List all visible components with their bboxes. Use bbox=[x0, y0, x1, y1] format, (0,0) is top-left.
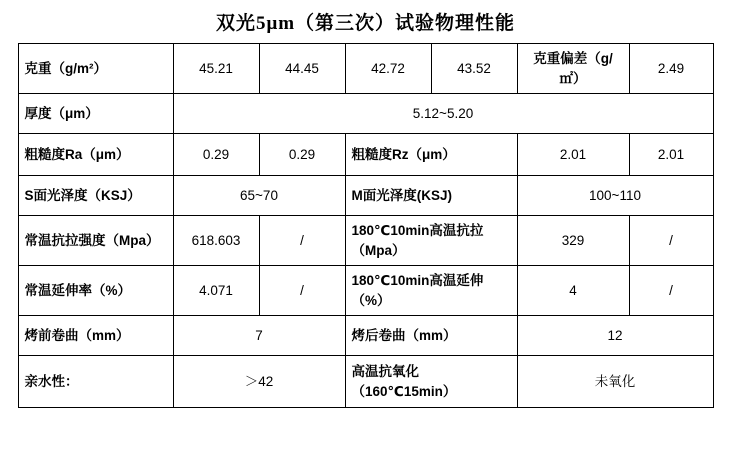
row-label-room-temp-elongation: 常温延伸率（%） bbox=[18, 266, 173, 316]
row-label-thickness: 厚度（μm） bbox=[18, 94, 173, 134]
row-label-room-temp-tensile: 常温抗拉强度（Mpa） bbox=[18, 216, 173, 266]
cell-curl-before-baking: 7 bbox=[173, 316, 345, 356]
row-label-hydrophilicity: 亲水性： bbox=[18, 356, 173, 408]
cell-room-temp-elongation-1: 4.071 bbox=[173, 266, 259, 316]
cell-roughness-ra-1: 0.29 bbox=[173, 134, 259, 176]
cell-room-temp-tensile-2: / bbox=[259, 216, 345, 266]
cell-s-gloss: 65~70 bbox=[173, 176, 345, 216]
cell-roughness-rz-2: 2.01 bbox=[629, 134, 713, 176]
cell-m-gloss: 100~110 bbox=[517, 176, 713, 216]
row-label-high-temp-elongation: 180℃10min高温延伸（%） bbox=[345, 266, 517, 316]
row-label-curl-before-baking: 烤前卷曲（mm） bbox=[18, 316, 173, 356]
page-title: 双光5μm（第三次）试验物理性能 bbox=[215, 13, 516, 34]
table-row bbox=[18, 316, 713, 356]
row-label-gram-weight-deviation: 克重偏差（g/㎡） bbox=[517, 44, 629, 94]
table-row bbox=[18, 356, 713, 408]
cell-roughness-rz-1: 2.01 bbox=[517, 134, 629, 176]
cell-room-temp-elongation-2: / bbox=[259, 266, 345, 316]
row-label-high-temp-tensile: 180℃10min高温抗拉（Mpa） bbox=[345, 216, 517, 266]
table-row bbox=[18, 176, 713, 216]
cell-room-temp-tensile-1: 618.603 bbox=[173, 216, 259, 266]
cell-gram-weight-4: 43.52 bbox=[431, 44, 517, 94]
row-label-m-gloss: M面光泽度(KSJ) bbox=[345, 176, 517, 216]
cell-high-temp-tensile-2: / bbox=[629, 216, 713, 266]
table-row bbox=[18, 266, 713, 316]
physical-properties-table bbox=[18, 43, 714, 408]
table-row bbox=[18, 44, 713, 94]
table-row bbox=[18, 216, 713, 266]
table-row bbox=[18, 134, 713, 176]
cell-hydrophilicity: ＞42 bbox=[173, 356, 345, 408]
row-label-roughness-ra: 粗糙度Ra（μm） bbox=[18, 134, 173, 176]
cell-gram-weight-2: 44.45 bbox=[259, 44, 345, 94]
row-label-curl-after-baking: 烤后卷曲（mm） bbox=[345, 316, 517, 356]
table-row bbox=[18, 94, 713, 134]
cell-gram-weight-deviation: 2.49 bbox=[629, 44, 713, 94]
cell-gram-weight-3: 42.72 bbox=[345, 44, 431, 94]
row-label-gram-weight: 克重（g/m²） bbox=[18, 44, 173, 94]
cell-gram-weight-1: 45.21 bbox=[173, 44, 259, 94]
cell-high-temp-oxidation: 未氧化 bbox=[517, 356, 713, 408]
cell-thickness: 5.12~5.20 bbox=[173, 94, 713, 134]
row-label-s-gloss: S面光泽度（KSJ） bbox=[18, 176, 173, 216]
cell-high-temp-elongation-2: / bbox=[629, 266, 713, 316]
cell-curl-after-baking: 12 bbox=[517, 316, 713, 356]
row-label-high-temp-oxidation: 高温抗氧化（160℃15min） bbox=[345, 356, 517, 408]
row-label-roughness-rz: 粗糙度Rz（μm） bbox=[345, 134, 517, 176]
cell-high-temp-elongation-1: 4 bbox=[517, 266, 629, 316]
cell-roughness-ra-2: 0.29 bbox=[259, 134, 345, 176]
cell-high-temp-tensile-1: 329 bbox=[517, 216, 629, 266]
